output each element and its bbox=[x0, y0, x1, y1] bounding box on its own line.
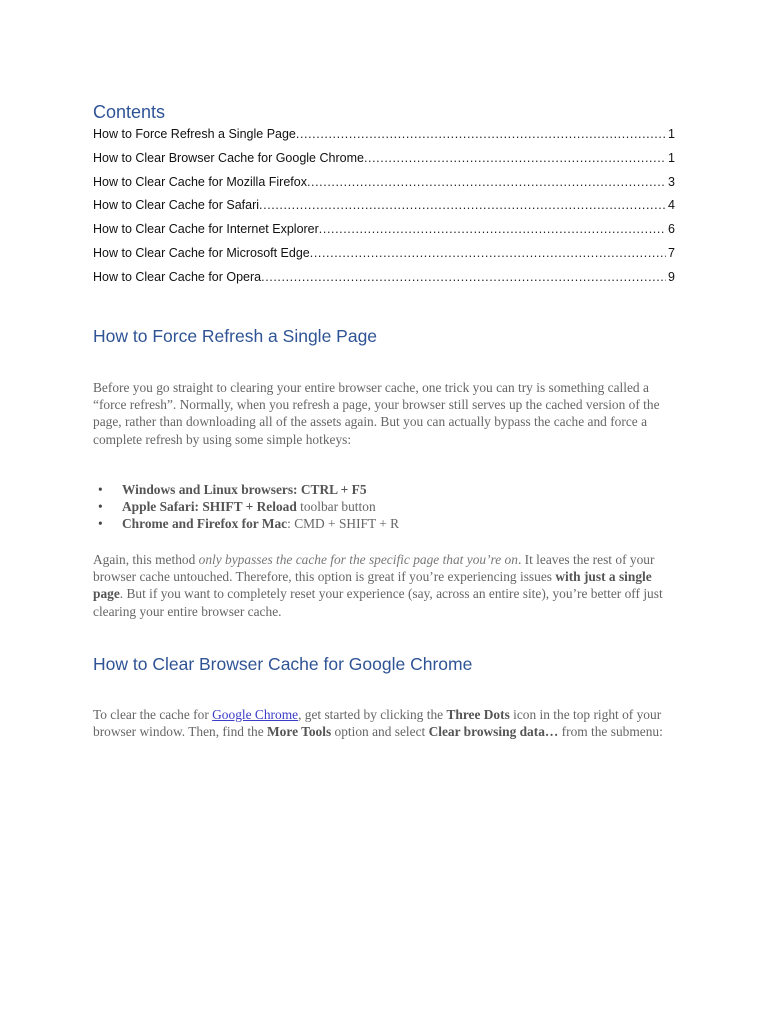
toc-entry-page: 4 bbox=[668, 198, 675, 213]
toc-entry-title: How to Force Refresh a Single Page bbox=[93, 127, 296, 141]
contents-title: Contents bbox=[93, 102, 166, 122]
text-run: from the submenu: bbox=[558, 724, 663, 740]
toc-entry-title: How to Clear Cache for Microsoft Edge bbox=[93, 245, 310, 260]
force-refresh-note-paragraph bbox=[93, 551, 678, 620]
toc-entry-page: 3 bbox=[668, 174, 675, 189]
text-run: . But if you want to completely reset your experience (say, across an entire site), you’re better off just clearing your entire browser cache. bbox=[93, 586, 663, 619]
toc-leader-dots bbox=[310, 246, 666, 260]
toc-entry-page: 6 bbox=[668, 222, 675, 237]
toc-entry[interactable] bbox=[93, 151, 675, 175]
google-chrome-link[interactable]: Google Chrome bbox=[212, 707, 299, 722]
toc-entry-title: How to Clear Browser Cache for Google Chrome bbox=[93, 150, 364, 165]
text-run: To clear the cache for bbox=[93, 707, 213, 722]
bold-text-run: More Tools bbox=[267, 724, 332, 740]
section-heading-force-refresh: How to Force Refresh a Single Page bbox=[93, 326, 378, 346]
hotkey-bold-text: Apple Safari: SHIFT + Reload bbox=[122, 499, 297, 515]
toc-entry[interactable] bbox=[93, 246, 675, 270]
toc-leader-dots bbox=[261, 270, 666, 284]
toc-entry-title: How to Clear Cache for Mozilla Firefox bbox=[93, 174, 307, 189]
toc-entry[interactable] bbox=[93, 127, 675, 151]
hotkey-list bbox=[93, 481, 678, 533]
toc-leader-dots bbox=[307, 175, 666, 189]
hotkey-bold-text: Chrome and Firefox for Mac bbox=[122, 516, 288, 532]
italic-text-run: only bypasses the cache for the specific page that you’re on bbox=[198, 552, 518, 567]
toc-entry-page: 9 bbox=[668, 269, 675, 284]
text-run: option and select bbox=[331, 724, 429, 740]
toc-entry-title: How to Clear Cache for Internet Explorer bbox=[93, 222, 319, 237]
chrome-instructions-paragraph bbox=[93, 706, 678, 740]
toc-entry-title: How to Clear Cache for Safari bbox=[93, 198, 260, 213]
force-refresh-intro-paragraph: Before you go straight to clearing your entire browser cache, one trick you can try is something called a “force refresh”. Normally, when you refresh a page, your browser still serves up the cached version of the page, rather than downloading all of the assets again. But you can actually bypass the cache and force a complete refresh by using some simple hotkeys: bbox=[93, 380, 660, 447]
toc-entry-title: How to Clear Cache for Opera bbox=[93, 269, 262, 284]
toc-entry[interactable] bbox=[93, 198, 675, 222]
toc-leader-dots bbox=[319, 222, 666, 236]
hotkey-rest-text: toolbar button bbox=[296, 499, 376, 515]
toc-leader-dots bbox=[296, 127, 666, 141]
text-run: , get started by clicking the bbox=[298, 707, 447, 722]
toc-entry[interactable] bbox=[93, 222, 675, 246]
list-item bbox=[93, 498, 678, 515]
hotkey-rest-text: : CMD + SHIFT + R bbox=[287, 516, 400, 532]
toc-leader-dots bbox=[364, 151, 666, 165]
toc-entry[interactable] bbox=[93, 175, 675, 199]
toc-entry-page: 1 bbox=[668, 127, 675, 141]
toc-leader-dots bbox=[259, 198, 666, 212]
text-run: Again, this method bbox=[93, 552, 199, 567]
bold-text-run: Clear browsing data… bbox=[428, 724, 559, 740]
toc-entry-page: 1 bbox=[668, 150, 675, 165]
text-run: . It leaves the rest of your browser cache untouched. Therefore, this option is great if you’re experiencing issues bbox=[93, 552, 655, 585]
list-item bbox=[93, 515, 678, 532]
toc-entry-page: 7 bbox=[668, 245, 675, 260]
table-of-contents bbox=[93, 127, 675, 294]
text-run: icon in the top right of your browser window. Then, find the bbox=[93, 707, 662, 740]
list-item bbox=[93, 481, 678, 498]
toc-entry[interactable] bbox=[93, 270, 675, 294]
bold-text-run: with just a single page bbox=[93, 569, 652, 602]
section-heading-chrome: How to Clear Browser Cache for Google Chrome bbox=[93, 654, 473, 674]
bold-text-run: Three Dots bbox=[446, 707, 510, 722]
hotkey-bold-text: Windows and Linux browsers: CTRL + F5 bbox=[122, 482, 367, 497]
